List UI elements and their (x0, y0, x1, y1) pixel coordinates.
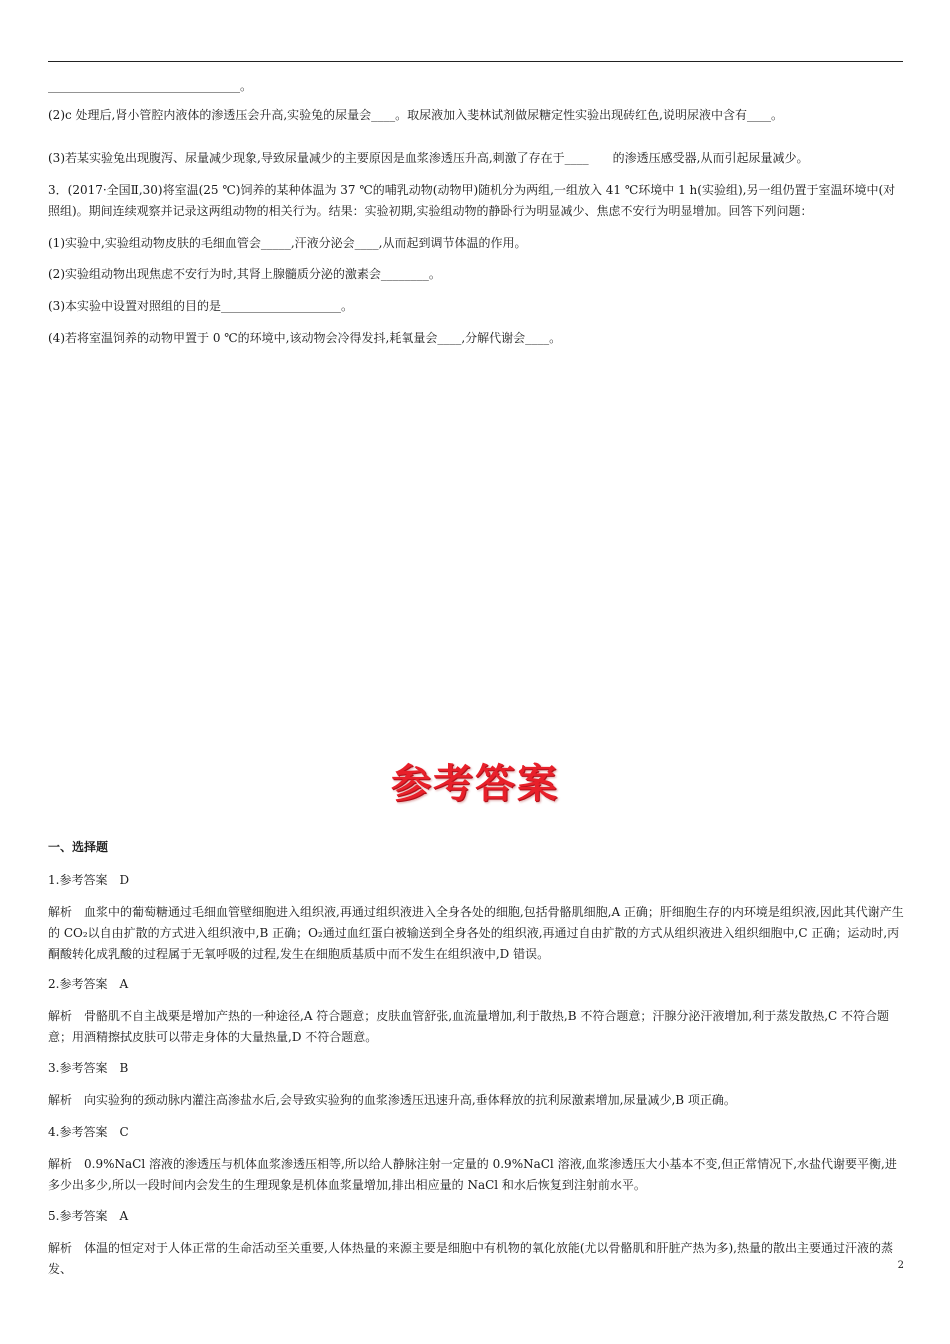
question-3-part-2: (2)实验组动物出现焦虑不安行为时,其肾上腺髓质分泌的激素会________。 (48, 267, 441, 281)
answer-1-body: 解析 血浆中的葡萄糖通过毛细血管壁细胞进入组织液,再通过组织液进入全身各处的细胞,包括骨骼肌细胞,A 正确；肝细胞生存的内环境是组织液,因此其代谢产生的 CO₂以自由扩散的方式进入组织液中,B 正确；O₂通过血红蛋白被输送到全身各处的组织液,再通过自由扩散的方式从组织液进入组织细胞中,C 正确；运动时,丙酮酸转化成乳酸的过程属于无氧呼吸的过程,发生在细胞质基质中而不发生在组织液中,D 错误。 (48, 905, 904, 961)
question-3-part-1: (1)实验中,实验组动物皮肤的毛细血管会_____,汗液分泌会____,从而起到调节体温的作用。 (48, 236, 527, 250)
header-rule (48, 61, 903, 62)
answer-5-body: 解析 体温的恒定对于人体正常的生命活动至关重要,人体热量的来源主要是细胞中有机物的氧化放能(尤以骨骼肌和肝脏产热为多),热量的散出主要通过汗液的蒸发、 (48, 1241, 893, 1276)
answer-3-head: 3.参考答案 B (48, 1061, 129, 1075)
question-3-part-3: (3)本实验中设置对照组的目的是____________________。 (48, 299, 353, 313)
previous-question-tail: ________________________________。 (48, 79, 253, 93)
answer-title: 参考答案 (391, 761, 559, 807)
answer-3-body: 解析 向实验狗的颈动脉内灌注高渗盐水后,会导致实验狗的血浆渗透压迅速升高,垂体释放的抗利尿激素增加,尿量减少,B 项正确。 (48, 1093, 736, 1107)
answer-2-head: 2.参考答案 A (48, 977, 129, 991)
page-number: 2 (897, 1260, 904, 1271)
answer-5-head: 5.参考答案 A (48, 1209, 129, 1223)
answer-4-head: 4.参考答案 C (48, 1125, 129, 1139)
question-2-part-2: (2)c 处理后,肾小管腔内液体的渗透压会升高,实验兔的尿量会____。取尿液加入斐林试剂做尿糖定性实验出现砖红色,说明尿液中含有____。 (48, 108, 783, 122)
question-3-part-4: (4)若将室温饲养的动物甲置于 0 ℃的环境中,该动物会冷得发抖,耗氧量会____,分解代谢会____。 (48, 331, 562, 345)
question-2-part-3: (3)若某实验兔出现腹泻、尿量减少现象,导致尿量减少的主要原因是血浆渗透压升高,刺激了存在于____ 的渗透压感受器,从而引起尿量减少。 (48, 151, 809, 165)
answer-1-head: 1.参考答案 D (48, 873, 130, 887)
answer-title-container (0, 752, 950, 809)
section-heading: 一、选择题 (48, 840, 109, 854)
question-3-stem: 3．(2017·全国Ⅱ,30)将室温(25 ℃)饲养的某种体温为 37 ℃的哺乳动物(动物甲)随机分为两组,一组放入 41 ℃环境中 1 h(实验组),另一组仍置于室温环境中(对照组)。期间连续观察并记录这两组动物的相关行为。结果：实验初期,实验组动物的静卧行为明显减少、焦虑不安行为明显增加。回答下列问题： (48, 183, 896, 218)
answer-4-body: 解析 0.9%NaCl 溶液的渗透压与机体血浆渗透压相等,所以给人静脉注射一定量的 0.9%NaCl 溶液,血浆渗透压大小基本不变,但正常情况下,水盐代谢要平衡,进多少出多少,所以一段时间内会发生的生理现象是机体血浆量增加,排出相应量的 NaCl 和水后恢复到注射前水平。 (48, 1157, 897, 1192)
answer-2-body: 解析 骨骼肌不自主战栗是增加产热的一种途径,A 符合题意；皮肤血管舒张,血流量增加,利于散热,B 不符合题意；汗腺分泌汗液增加,利于蒸发散热,C 不符合题意；用酒精擦拭皮肤可以带走身体的大量热量,D 不符合题意。 (48, 1009, 890, 1044)
